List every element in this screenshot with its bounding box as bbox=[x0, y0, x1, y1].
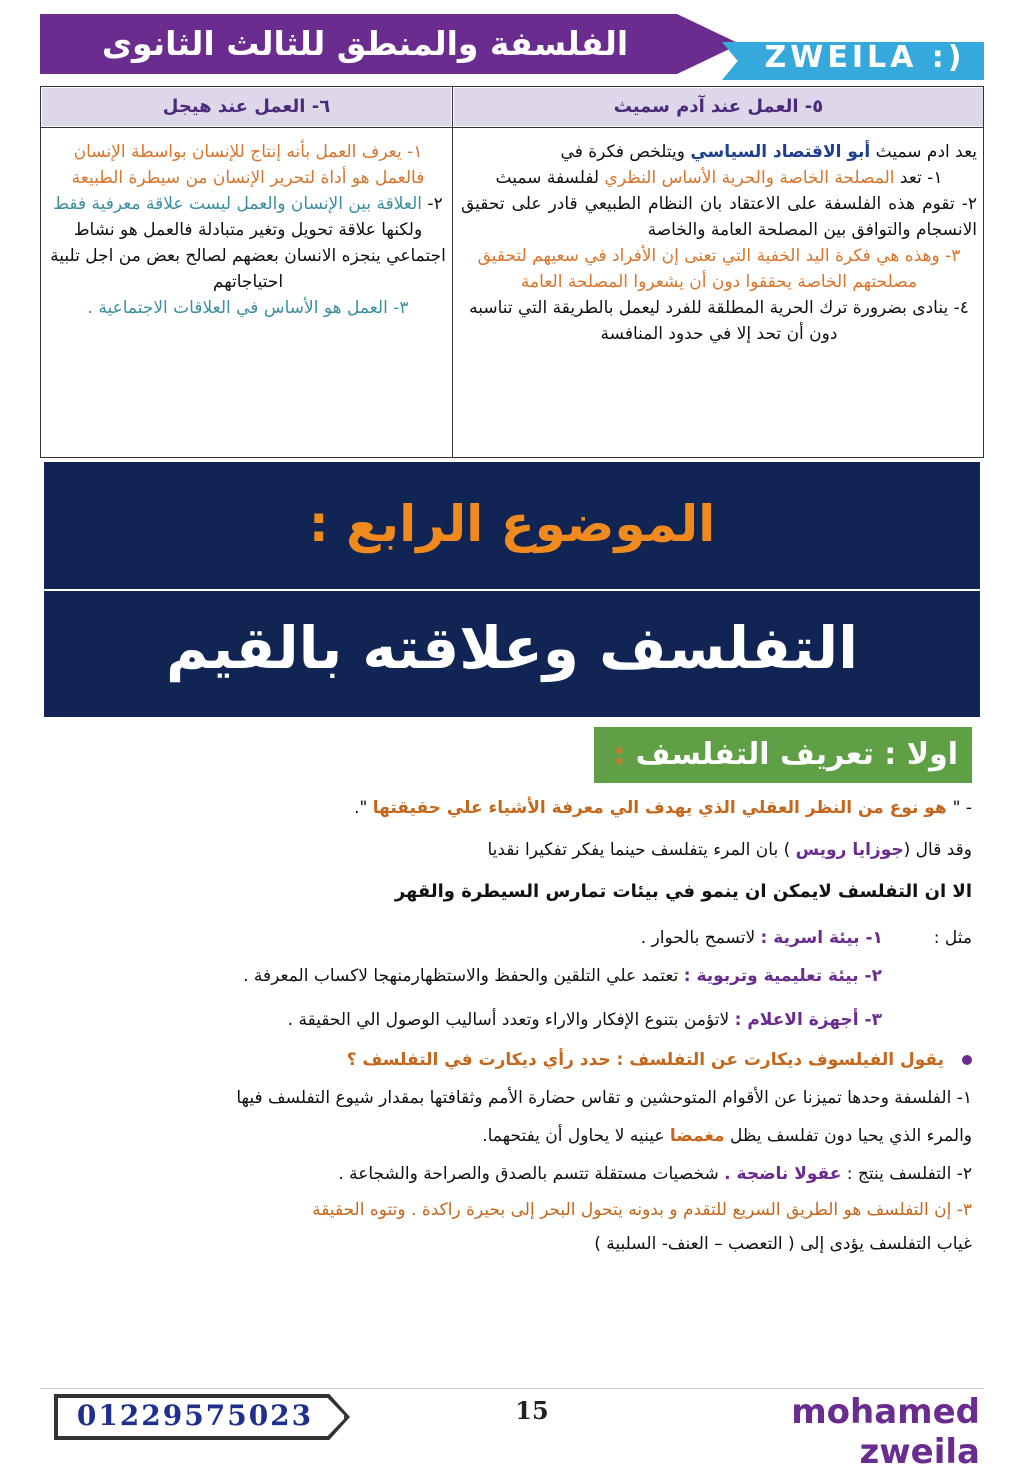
smith-cell bbox=[461, 139, 977, 347]
descartes-point-1: ١- الفلسفة وحدها تميزنا عن الأقوام المتوحشين و تقاس حضارة الأمم وثقافتها بمقدار شيوع التفلسف فيها bbox=[236, 1088, 972, 1108]
smith-point-1: ١- تعد المصلحة الخاصة والحرية الأساس النظري لفلسفة سميث bbox=[495, 168, 943, 188]
example-1-line: مثل : ١- بيئة اسرية : لاتسمح بالحوار . bbox=[640, 928, 972, 948]
example-3-line: ٣- أجهزة الاعلام : لاتؤمن بتنوع الإفكار والاراء وتعدد أساليب الوصول الي الحقيقة . bbox=[287, 1010, 882, 1030]
hegel-point-3: ٣- العمل هو الأساس في العلاقات الاجتماعية . bbox=[87, 298, 409, 318]
brand-label: ZWEILA :) bbox=[764, 40, 966, 75]
descartes-point-3: ٣- إن التفلسف هو الطريق السريع للتقدم و بدونه يتحول البحر إلى بحيرة راكدة . وتتوه الحقيقة bbox=[312, 1200, 972, 1220]
hegel-point-2: ٢- العلاقة بين الإنسان والعمل ليست علاقة معرفية فقط ولكنها علاقة تحويل وتغير متبادلة فالعمل هو نشاط اجتماعي ينجزه الانسان بعضهم لصالح بعض من اجل تلبية احتياجاتهم bbox=[50, 194, 446, 292]
claim-line: الا ان التفلسف لايمكن ان ينمو في بيئات تمارس السيطرة والقهر bbox=[394, 881, 972, 902]
author-name: mohamed zweila bbox=[791, 1392, 980, 1472]
topic-title: التفلسف وعلاقته بالقيم bbox=[165, 614, 858, 682]
topic-number: الموضوع الرابع : bbox=[308, 495, 716, 553]
page-title: الفلسفة والمنطق للثالث الثانوى bbox=[101, 24, 629, 63]
josiah-line: وقد قال (جوزايا رويس ) بان المرء يتفلسف حينما يفكر تفكيرا نقديا bbox=[487, 840, 972, 860]
section-heading: اولا : تعريف التفلسف : bbox=[594, 727, 972, 783]
definition-line: - " هو نوع من النظر العقلي الذي يهدف الي معرفة الأشياء علي حقيقتها ". bbox=[354, 798, 972, 818]
smith-point-4: ٤- ينادى بضرورة ترك الحرية المطلقة للفرد ليعمل بالطريقة التي تناسبه دون أن تحد إلا في حدود المنافسة bbox=[469, 298, 969, 344]
table-divider-vertical bbox=[452, 87, 453, 457]
smith-point-2: ٢- تقوم هذه الفلسفة على الاعتقاد بان النظام الطبيعي قادر على تحقيق الانسجام والتوافق بين المصلحة العامة والخاصة bbox=[461, 194, 977, 240]
descartes-point-4: غياب التفلسف يؤدى إلى ( التعصب – العنف- السلبية ) bbox=[594, 1234, 972, 1254]
descartes-question: يقول الفيلسوف ديكارت عن التفلسف : حدد رأي ديكارت في التفلسف ؟ bbox=[52, 1046, 972, 1074]
phone-number: 01229575023 bbox=[76, 1399, 314, 1432]
table-divider-horizontal bbox=[41, 127, 983, 128]
page-number: 15 bbox=[515, 1396, 549, 1425]
example-2-line: ٢- بيئة تعليمية وتربوية : تعتمد علي التلقين والحفظ والاستظهارمنهجا لاكساب المعرفة . bbox=[243, 966, 882, 986]
banner-separator bbox=[44, 589, 980, 591]
descartes-point-1b: والمرء الذي يحيا دون تفلسف يظل مغمضا عينيه لا يحاول أن يفتحهما. bbox=[482, 1126, 972, 1146]
hegel-cell bbox=[49, 139, 447, 321]
footer-divider bbox=[40, 1388, 984, 1389]
smith-title: أبو الاقتصاد السياسي bbox=[690, 142, 871, 162]
smith-point-3: ٣- وهذه هي فكرة اليد الخفية التي تعنى إن الأفراد في سعيهم لتحقيق مصلحتهم الخاصة يحققوا دون أن يشعروا المصلحة العامة bbox=[477, 246, 961, 292]
bullet-icon bbox=[962, 1055, 972, 1065]
topic-banner bbox=[44, 462, 980, 717]
table-header-smith: ٥- العمل عند آدم سميث bbox=[454, 88, 983, 126]
hegel-point-1: ١- يعرف العمل بأنه إنتاج للإنسان بواسطة الإنسان فالعمل هو أداة لتحرير الإنسان من سيطرة الطبيعة bbox=[71, 142, 425, 188]
descartes-point-2: ٢- التفلسف ينتج : عقولا ناضجة . شخصيات مستقلة تتسم بالصدق والصراحة والشجاعة . bbox=[338, 1164, 972, 1184]
table-header-hegel: ٦- العمل عند هيجل bbox=[42, 88, 451, 126]
smith-intro: يعد ادم سميث أبو الاقتصاد السياسي ويتلخص فكرة في bbox=[560, 142, 977, 162]
comparison-table bbox=[40, 86, 984, 458]
